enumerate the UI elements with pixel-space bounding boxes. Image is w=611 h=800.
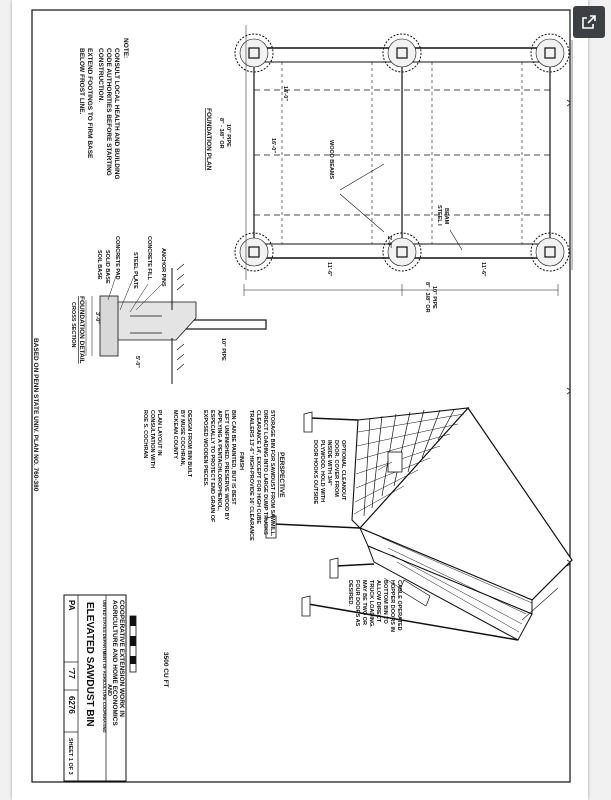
design-line-3: MCKEAN COUNTY (172, 410, 178, 459)
detail-label-plate: STEEL PLATE (132, 252, 138, 289)
note-block (78, 38, 129, 180)
foundation-detail (70, 236, 266, 384)
note-line-1: CONSULT LOCAL HEALTH AND BUILDING (113, 48, 120, 180)
dim-post: 2'-0" (386, 236, 392, 248)
open-in-new-button[interactable] (573, 6, 605, 38)
plan-sheet (12, 0, 588, 800)
plan-number: 6276 (67, 696, 76, 714)
layout-line-2: CONSULTATION WITH (149, 410, 155, 469)
foundation-plan-title: FOUNDATION PLAN (205, 108, 212, 171)
cable-note-5: TRUCK LOADING. (368, 580, 374, 628)
description-line-3: CLEARANCE 14', EXCEPT FOR HIGH CUBE (255, 410, 261, 525)
title-block-line-2: AGRICULTURE AND HOME ECONOMICS (111, 600, 118, 726)
door-note-4: PLYWOOD. HOLD WITH (319, 440, 325, 503)
cable-note-4: ALLOW DIRECT (375, 580, 381, 623)
footing-top-right (531, 34, 569, 72)
capacity-label: 3500 CU FT (162, 652, 169, 688)
note-line-5: BELOW FROST LINE. (78, 48, 85, 115)
detail-dim-b: 5'-0" (134, 356, 140, 368)
pipe-label-3: 8" - 3/8" OR (424, 282, 430, 313)
drawing-title: ELEVATED SAWDUST BIN (84, 602, 95, 727)
cable-note-8: DESIRED. (347, 580, 353, 606)
detail-dim-a: 3'-0" (94, 312, 100, 324)
finish-line-3: APPLYING A PENTACHLOROPHENOL, (216, 410, 222, 511)
layout-line-1: PLAN LAYOUT IN (156, 410, 162, 456)
bin-perspective (266, 408, 572, 640)
dim-right-2: 11'-6" (480, 262, 486, 277)
credit-line: BASED ON PENN STATE UNIV. PLAN NO. 760-380 (32, 338, 39, 492)
title-block-line-4: UNITED STATES DEPARTMENT OF AGRICULTURE COOPERATING (102, 600, 107, 733)
design-line-2: BY MUSE COCHRAN, (179, 410, 185, 467)
door-note-5: DOOR HOOKS OUTSIDE (312, 440, 318, 505)
year-label: '77 (67, 668, 76, 679)
plan-drawing (12, 0, 588, 800)
finish-line-2: LEFT UNFINISHED. PRESERVE WOOD BY (223, 410, 229, 521)
title-block-line-1: COOPERATIVE EXTENSION WORK IN (118, 600, 125, 717)
sheet-number: SHEET 1 OF 3 (67, 738, 73, 775)
finish-line-1: BIN CAN BE PAINTED, BUT IS BEST (230, 410, 236, 505)
pipe-label-2: 10" PIPE (225, 124, 231, 147)
steel-beam-label-1: STEEL I (436, 205, 442, 226)
detail-subtitle: CROSS SECTION (70, 302, 76, 348)
detail-title: FOUNDATION DETAIL (78, 296, 85, 364)
note-line-2: CODE AUTHORITIES BEFORE STARTING (105, 48, 112, 176)
description-line-2: DIRECT LOADING INTO LARGE DUMP TRUCKS (262, 410, 268, 535)
detail-label-pad: CONCRETE PAD (114, 236, 120, 280)
finish-line-5: EXPOSED WOODEN PIECES. (202, 410, 208, 487)
door-note-1: OPTIONAL CLEANOUT (340, 440, 346, 501)
title-block (64, 595, 126, 781)
door-note-3: INSIDE WITH 3/4" (326, 440, 332, 486)
footing-bottom-left (235, 233, 273, 271)
title-block-line-3: AND (106, 684, 112, 696)
finish-heading: FINISH (238, 452, 244, 471)
description-line-4: TRAILERS 13'-6" HIGH-PROVIDE 16' CLEARANCE (248, 410, 254, 541)
door-note-2: DOOR. COVER FROM (333, 440, 339, 497)
note-heading: NOTE: (122, 38, 129, 59)
footing-top-left (235, 34, 273, 72)
cable-note-6: MAY BE TWO OR (361, 580, 367, 625)
pipe-label-4: 10" PIPE (431, 286, 437, 309)
detail-label-solid: SOLID BASE (104, 250, 110, 284)
perspective-title: PERSPECTIVE (278, 452, 285, 498)
dim-width: 14'-0" (282, 86, 288, 101)
dim-length: 16'-0" (270, 138, 276, 153)
detail-pipe-label: 10" PIPE (220, 338, 226, 361)
dim-right-1: 11'-6" (326, 262, 332, 277)
steel-beam-label-2: BEAM (443, 208, 449, 225)
description-line-1: STORAGE BIN FOR SAWDUST FROM SAWMILL. (269, 410, 275, 537)
wood-beams-label: WOOD BEAMS (328, 140, 334, 180)
finish-line-4: ESPECIALLY TO PROTECT END GRAIN OF (209, 410, 215, 523)
design-line-1: DESIGN FROM BIN BUILT (186, 410, 192, 478)
cable-note-1: CABLE OPERATED (396, 580, 402, 631)
pipe-label-1: 8" - 3/8" OR (218, 118, 224, 149)
layout-line-3: ROE S. COCHRAN (142, 410, 148, 459)
detail-label-soil: SOIL BASE (96, 250, 102, 280)
cable-note-3: BOTTOM BIN TO (382, 580, 388, 624)
foundation-plan (205, 25, 572, 313)
open-in-new-icon (581, 14, 597, 30)
note-line-4: EXTEND FOOTINGS TO FIRM BASE (86, 48, 93, 159)
detail-label-fill: CONCRETE FILL (146, 236, 152, 280)
cable-note-2: HOPPER DOORS IN (389, 580, 395, 632)
note-line-3: CONSTRUCTION. (97, 48, 104, 103)
cable-note-7: FOUR DOORS AS (354, 580, 360, 627)
footing-top-mid (383, 34, 421, 72)
footing-bottom-right (531, 233, 569, 271)
state-label: PA (67, 600, 76, 611)
scale-bar (130, 616, 136, 672)
detail-label-anchor: ANCHOR PINS (160, 248, 166, 287)
